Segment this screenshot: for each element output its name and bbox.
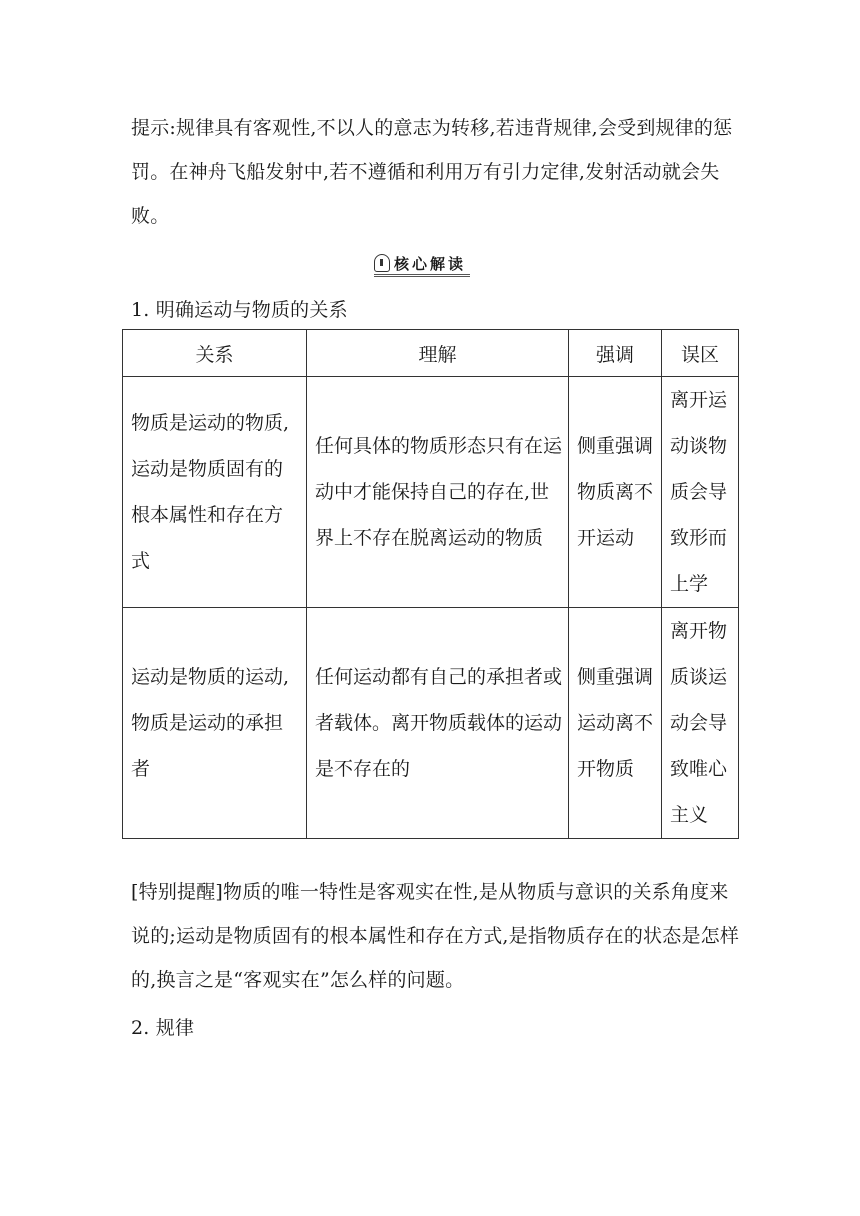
table-header-cell: 理解 [307,330,569,377]
heading-law: 2. 规律 [131,1017,195,1039]
section-badge [374,252,470,277]
table-row [123,377,739,608]
table-cell-understanding: 任何运动都有自己的承担者或者载体。离开物质载体的运动是不存在的 [307,608,569,839]
table-cell-emphasis: 侧重强调物质离不开运动 [569,377,662,608]
table-header-cell: 误区 [662,330,739,377]
section-badge-label: 核心解读 [394,254,467,273]
relation-table [122,329,739,839]
table-cell-understanding: 任何具体的物质形态只有在运动中才能保持自己的存在,世界上不存在脱离运动的物质 [307,377,569,608]
table-header-cell: 强调 [569,330,662,377]
table-cell-misconception: 离开运动谈物质会导致形而上学 [662,377,739,608]
key-icon [374,254,390,272]
table-cell-relation: 运动是物质的运动,物质是运动的承担者 [123,608,307,839]
table-cell-emphasis: 侧重强调运动离不开物质 [569,608,662,839]
heading-relation: 1. 明确运动与物质的关系 [131,299,348,321]
table-header-cell: 关系 [123,330,307,377]
table-cell-relation: 物质是运动的物质,运动是物质固有的根本属性和存在方式 [123,377,307,608]
table-cell-misconception: 离开物质谈运动会导致唯心主义 [662,608,739,839]
hint-paragraph: 提示:规律具有客观性,不以人的意志为转移,若违背规律,会受到规律的惩罚。在神舟飞船发射中,若不遵循和利用万有引力定律,发射活动就会失败。 [131,117,733,227]
special-note-paragraph: [特别提醒]物质的唯一特性是客观实在性,是从物质与意识的关系角度来说的;运动是物质固有的根本属性和存在方式,是指物质存在的状态是怎样的,换言之是“客观实在”怎么样的问题。 [131,881,740,991]
table-row [123,608,739,839]
table-header-row [123,330,739,377]
